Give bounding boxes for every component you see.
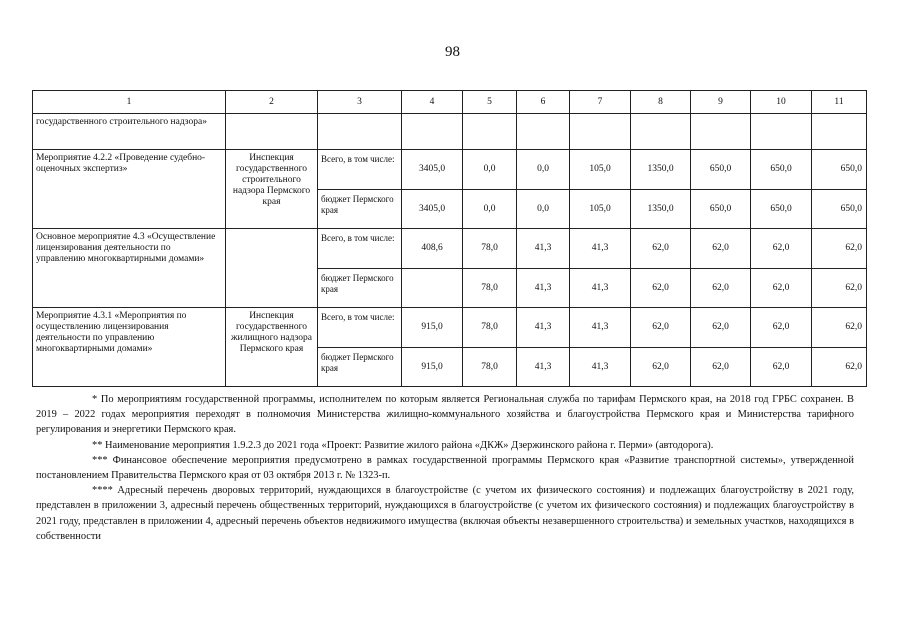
value-cell: 62,0 (691, 308, 751, 348)
empty-cell (402, 114, 463, 150)
value-cell: 650,0 (812, 190, 867, 229)
page-number: 98 (445, 44, 460, 60)
value-cell: 915,0 (402, 348, 463, 387)
value-cell: 41,3 (570, 308, 631, 348)
value-cell: 41,3 (570, 229, 631, 269)
empty-cell (517, 114, 570, 150)
executor-cell: Инспекция государственного жилищного надзора Пермского края (226, 308, 318, 387)
value-cell: 105,0 (570, 150, 631, 190)
table-row (33, 229, 867, 269)
measure-name-cell: государственного строительного надзора» (33, 114, 226, 150)
column-header: 9 (691, 91, 751, 114)
value-cell (402, 269, 463, 308)
value-cell: 0,0 (517, 190, 570, 229)
column-header: 3 (318, 91, 402, 114)
value-cell: 0,0 (463, 190, 517, 229)
funding-source-cell: Всего, в том числе: (318, 150, 402, 190)
value-cell: 41,3 (570, 269, 631, 308)
value-cell: 41,3 (517, 348, 570, 387)
value-cell: 408,6 (402, 229, 463, 269)
footnote: ** Наименование мероприятия 1.9.2.3 до 2021 года «Проект: Развитие жилого района «ДКЖ» Дзержинского района г. Перми» (автодорога). (92, 439, 714, 451)
value-cell: 41,3 (517, 308, 570, 348)
column-header: 2 (226, 91, 318, 114)
value-cell: 1350,0 (631, 150, 691, 190)
value-cell: 78,0 (463, 348, 517, 387)
value-cell: 62,0 (812, 308, 867, 348)
footnote: **** Адресный перечень дворовых территорий, нуждающихся в благоустройстве (с учетом их физического состояния) и подлежащих благоустройству в 2021 году, представлен в приложении 3, адресный перечень общественных территорий, нуждающихся в благоустройстве (с учетом их физического состояния) и подлежащих благоустройству в 2021 году, представлен в приложении 4, адресный перечень объектов недвижимого имущества (включая объекты незавершенного строительства) и земельных участков, находящихся в собственности (36, 485, 854, 542)
funding-source-cell: бюджет Пермского края (318, 348, 402, 387)
value-cell: 62,0 (751, 308, 812, 348)
empty-cell (751, 114, 812, 150)
value-cell: 78,0 (463, 229, 517, 269)
value-cell: 62,0 (812, 269, 867, 308)
value-cell: 78,0 (463, 269, 517, 308)
column-header: 1 (33, 91, 226, 114)
funding-source-cell: Всего, в том числе: (318, 308, 402, 348)
value-cell: 915,0 (402, 308, 463, 348)
value-cell: 1350,0 (631, 190, 691, 229)
value-cell: 78,0 (463, 308, 517, 348)
measure-name-cell: Основное мероприятие 4.3 «Осуществление лицензирования деятельности по управлению многоквартирными домами» (33, 229, 226, 308)
empty-cell (463, 114, 517, 150)
column-header: 4 (402, 91, 463, 114)
footnote: * По мероприятиям государственной программы, исполнителем по которым является Региональная служба по тарифам Пермского края, на 2018 год ГРБС сохранен. В 2019 – 2022 годах мероприятия переходят в полномочия Министерства жилищно-коммунального хозяйства и благоустройства Пермского края и Министерства тарифного регулирования и энергетики Пермского края. (36, 394, 854, 436)
executor-cell (226, 229, 318, 308)
value-cell: 62,0 (812, 229, 867, 269)
table-header-row (33, 91, 867, 114)
value-cell: 62,0 (751, 229, 812, 269)
column-header: 5 (463, 91, 517, 114)
column-header: 8 (631, 91, 691, 114)
value-cell: 650,0 (751, 190, 812, 229)
empty-cell (812, 114, 867, 150)
value-cell: 62,0 (812, 348, 867, 387)
funding-source-cell: бюджет Пермского края (318, 269, 402, 308)
value-cell: 650,0 (812, 150, 867, 190)
value-cell: 62,0 (631, 348, 691, 387)
value-cell: 105,0 (570, 190, 631, 229)
column-header: 11 (812, 91, 867, 114)
column-header: 10 (751, 91, 812, 114)
value-cell: 0,0 (517, 150, 570, 190)
column-header: 7 (570, 91, 631, 114)
budget-table (32, 90, 867, 387)
value-cell: 650,0 (691, 190, 751, 229)
empty-cell (318, 114, 402, 150)
value-cell: 62,0 (691, 229, 751, 269)
value-cell: 41,3 (517, 229, 570, 269)
footnote: *** Финансовое обеспечение мероприятия предусмотрено в рамках государственной программы Пермского края «Развитие транспортной системы», утвержденной постановлением Правительства Пермского края от 03 октября 2013 г. № 1323-п. (36, 454, 854, 482)
value-cell: 62,0 (691, 269, 751, 308)
measure-name-cell: Мероприятие 4.3.1 «Мероприятия по осуществлению лицензирования деятельности по управлению многоквартирными домами» (33, 308, 226, 387)
value-cell: 3405,0 (402, 190, 463, 229)
table-row (33, 114, 867, 150)
value-cell: 62,0 (751, 348, 812, 387)
value-cell: 0,0 (463, 150, 517, 190)
funding-source-cell: бюджет Пермского края (318, 190, 402, 229)
value-cell: 41,3 (517, 269, 570, 308)
empty-cell (631, 114, 691, 150)
value-cell: 62,0 (631, 229, 691, 269)
table-row (33, 150, 867, 190)
empty-cell (691, 114, 751, 150)
empty-cell (570, 114, 631, 150)
value-cell: 650,0 (691, 150, 751, 190)
column-header: 6 (517, 91, 570, 114)
value-cell: 62,0 (691, 348, 751, 387)
empty-cell (226, 114, 318, 150)
value-cell: 62,0 (631, 308, 691, 348)
measure-name-cell: Мероприятие 4.2.2 «Проведение судебно-оценочных экспертиз» (33, 150, 226, 229)
value-cell: 3405,0 (402, 150, 463, 190)
footnotes (36, 392, 854, 544)
value-cell: 650,0 (751, 150, 812, 190)
funding-source-cell: Всего, в том числе: (318, 229, 402, 269)
value-cell: 41,3 (570, 348, 631, 387)
value-cell: 62,0 (751, 269, 812, 308)
table-row (33, 308, 867, 348)
value-cell: 62,0 (631, 269, 691, 308)
executor-cell: Инспекция государственного строительного надзора Пермского края (226, 150, 318, 229)
